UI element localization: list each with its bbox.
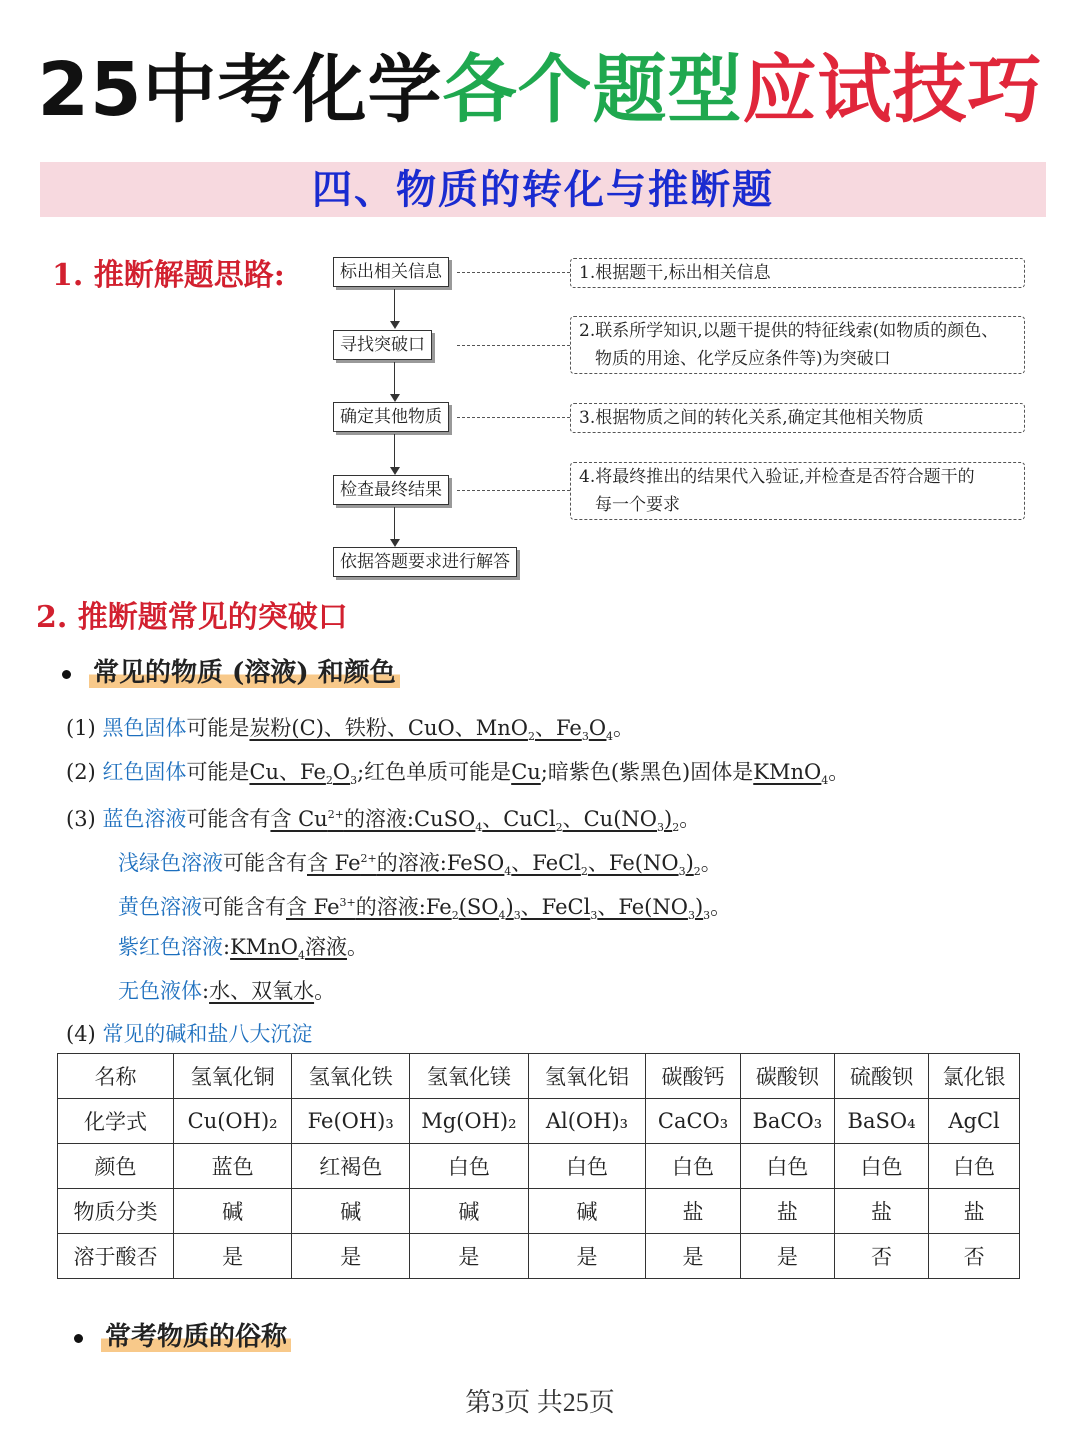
flow-note-line: 2.联系所学知识,以题干提供的特征线索(如物质的颜色、: [579, 321, 999, 341]
flow-note-line: 1.根据题干,标出相关信息: [579, 263, 771, 283]
text: 的溶液:Fe: [355, 895, 452, 919]
item-keyword: 浅绿色溶液: [118, 851, 223, 875]
table-cell: 碳酸钡: [740, 1054, 834, 1099]
text: 、Fe(NO: [597, 895, 688, 919]
title-part-green: 各个题型: [442, 47, 743, 133]
item-connector: 可能含有: [223, 851, 307, 875]
table-cell: 盐: [646, 1189, 740, 1234]
table-cell: 红褐色: [292, 1144, 410, 1189]
table-cell: 是: [740, 1234, 834, 1279]
punctuation: 。: [700, 851, 722, 875]
item-values: 水、双氧水: [209, 979, 315, 1003]
table-cell: 白色: [834, 1144, 928, 1189]
subscript: 4: [298, 949, 306, 963]
punctuation: :: [202, 979, 210, 1003]
page-number: 第3页 共25页: [465, 1388, 615, 1417]
color-line-7: [118, 973, 335, 1009]
flow-link: [457, 345, 570, 346]
table-row-header: 颜色: [58, 1144, 174, 1189]
flow-connector: [394, 507, 395, 539]
subscript: 3: [590, 909, 598, 923]
subscript: 2: [527, 730, 535, 744]
item-values: [249, 716, 614, 744]
item-values: [753, 760, 829, 788]
item-values: [307, 851, 701, 879]
subscript: 4: [498, 909, 506, 923]
superscript: 2+: [327, 808, 344, 821]
table-cell: 否: [929, 1234, 1020, 1279]
flow-connector: [394, 362, 395, 394]
flow-connector: [394, 289, 395, 321]
item-keyword: 黑色固体: [102, 716, 187, 740]
item-keyword: 常见的碱和盐八大沉淀: [102, 1022, 313, 1046]
item-keyword: 红色固体: [102, 760, 187, 784]
table-cell: 白色: [528, 1144, 646, 1189]
table-cell: 碳酸钙: [646, 1054, 740, 1099]
text: KMnO: [753, 760, 822, 784]
item-connector: 可能是: [186, 760, 250, 784]
table-cell: 氢氧化镁: [410, 1054, 528, 1099]
flow-note-line: 4.将最终推出的结果代入验证,并检查是否符合题干的: [579, 467, 975, 487]
table-row: [58, 1144, 1020, 1189]
section-banner: [40, 162, 1046, 217]
subscript: 2: [672, 821, 680, 835]
table-cell: 蓝色: [174, 1144, 292, 1189]
text: 的溶液:CuSO: [343, 807, 476, 831]
flow-note-line: 每一个要求: [595, 495, 680, 515]
table-cell: Fe(OH)₃: [292, 1099, 410, 1144]
item-values: Cu: [511, 760, 541, 784]
text: (SO: [458, 895, 499, 919]
table-cell: 碱: [174, 1189, 292, 1234]
flow-step-1: 标出相关信息: [333, 257, 449, 287]
text: ;红色单质可能是: [357, 760, 512, 784]
table-cell: 白色: [410, 1144, 528, 1189]
bullet-icon: [62, 670, 71, 679]
bullet-common-names: [74, 1316, 291, 1353]
precipitate-table: [57, 1053, 1020, 1279]
subscript: 2: [555, 821, 563, 835]
subscript: 2: [580, 865, 588, 879]
table-row-header: 化学式: [58, 1099, 174, 1144]
subscript: 2: [693, 865, 701, 879]
title-part-black: 25中考化学: [37, 47, 443, 133]
table-cell: 是: [410, 1234, 528, 1279]
item-number: (4): [66, 1022, 96, 1046]
table-cell: 盐: [834, 1189, 928, 1234]
arrow-down-icon: [390, 321, 400, 329]
superscript: 3+: [339, 896, 356, 909]
text: ): [685, 851, 694, 875]
subscript: 4: [504, 865, 512, 879]
item-connector: 可能含有: [186, 807, 271, 831]
punctuation: 。: [710, 895, 732, 919]
item-connector: 可能是: [186, 716, 250, 740]
text: Cu、Fe: [249, 760, 326, 784]
flow-note-line: 物质的用途、化学反应条件等)为突破口: [595, 349, 891, 369]
table-cell: 碱: [292, 1189, 410, 1234]
table-cell: 是: [646, 1234, 740, 1279]
table-cell: 碱: [528, 1189, 646, 1234]
flow-note-line: 3.根据物质之间的转化关系,确定其他相关物质: [579, 408, 924, 428]
flow-step-2: 寻找突破口: [333, 330, 432, 360]
punctuation: 。: [613, 716, 635, 740]
subscript: 3: [703, 909, 711, 923]
subscript: 3: [687, 909, 695, 923]
subscript: 2: [325, 774, 333, 788]
table-cell: 硫酸钡: [834, 1054, 928, 1099]
table-cell: 氯化银: [929, 1054, 1020, 1099]
text: 、Fe(NO: [587, 851, 679, 875]
item-number: (2): [66, 760, 96, 784]
table-cell: Cu(OH)₂: [174, 1099, 292, 1144]
item-values: [286, 895, 711, 923]
table-row: [58, 1054, 1020, 1099]
text: 含 Fe: [286, 895, 340, 919]
table-cell: 是: [528, 1234, 646, 1279]
subscript: 3: [581, 730, 589, 744]
flow-link: [457, 417, 570, 418]
superscript: 2+: [360, 852, 377, 865]
table-cell: BaSO₄: [834, 1099, 928, 1144]
table-cell: BaCO₃: [740, 1099, 834, 1144]
table-cell: 白色: [740, 1144, 834, 1189]
text: 炭粉(C)、铁粉、CuO、MnO: [249, 716, 528, 740]
bullet-common-names-label: 常考物质的俗称: [101, 1322, 291, 1352]
table-cell: 盐: [740, 1189, 834, 1234]
flow-step-5: 依据答题要求进行解答: [333, 547, 517, 577]
table-cell: 白色: [646, 1144, 740, 1189]
text: 含 Cu: [270, 807, 328, 831]
table-cell: CaCO₃: [646, 1099, 740, 1144]
color-line-8: [66, 1016, 312, 1052]
table-cell: 碱: [410, 1189, 528, 1234]
punctuation: 。: [679, 807, 701, 831]
bullet-colors: [62, 652, 400, 689]
item-values: [249, 760, 358, 788]
item-connector: 可能含有: [202, 895, 286, 919]
section1-heading: 1. 推断解题思路:: [52, 258, 285, 293]
item-number: (3): [66, 807, 96, 831]
table-cell: 白色: [929, 1144, 1020, 1189]
subscript: 3: [513, 909, 521, 923]
text: KMnO: [230, 935, 299, 959]
table-row: [58, 1234, 1020, 1279]
table-cell: 盐: [929, 1189, 1020, 1234]
page-title: [0, 40, 1080, 140]
item-keyword: 无色液体: [118, 979, 202, 1003]
text: ;暗紫色(紫黑色)固体是: [540, 760, 754, 784]
table-cell: AgCl: [929, 1099, 1020, 1144]
item-keyword: 黄色溶液: [118, 895, 202, 919]
punctuation: 。: [347, 935, 369, 959]
text: 含 Fe: [307, 851, 361, 875]
table-row-header: 名称: [58, 1054, 174, 1099]
title-part-red: 应试技巧: [742, 47, 1043, 133]
table-cell: 是: [292, 1234, 410, 1279]
flow-note-3: [570, 403, 1025, 433]
flow-note-2: [570, 316, 1025, 374]
table-cell: 氢氧化铁: [292, 1054, 410, 1099]
item-values: [270, 807, 680, 835]
text: 、FeCl: [520, 895, 591, 919]
subscript: 3: [350, 774, 358, 788]
subscript: 2: [451, 909, 459, 923]
subscript: 4: [475, 821, 483, 835]
color-line-1: [66, 710, 634, 755]
flow-link: [457, 272, 570, 273]
text: O: [588, 716, 607, 740]
text: 、Cu(NO: [562, 807, 657, 831]
table-cell: 是: [174, 1234, 292, 1279]
flow-connector: [394, 434, 395, 467]
table-cell: 氢氧化铝: [528, 1054, 646, 1099]
table-cell: Mg(OH)₂: [410, 1099, 528, 1144]
table-row-header: 物质分类: [58, 1189, 174, 1234]
color-line-5: [118, 885, 731, 934]
arrow-down-icon: [390, 467, 400, 475]
flow-step-4: 检查最终结果: [333, 475, 449, 505]
table-cell: 否: [834, 1234, 928, 1279]
text: 、Fe: [534, 716, 582, 740]
text: 、FeCl: [511, 851, 581, 875]
table-row: [58, 1189, 1020, 1234]
color-line-2: [66, 754, 849, 799]
text: 的溶液:FeSO: [376, 851, 505, 875]
color-line-6: [118, 929, 368, 974]
table-cell: Al(OH)₃: [528, 1099, 646, 1144]
flow-note-4: [570, 462, 1025, 520]
subscript: 4: [821, 774, 829, 788]
arrow-down-icon: [390, 539, 400, 547]
item-number: (1): [66, 716, 96, 740]
subscript: 3: [678, 865, 686, 879]
color-line-3: [66, 797, 700, 846]
section2-heading: 2. 推断题常见的突破口: [36, 600, 348, 635]
item-keyword: 紫红色溶液: [118, 935, 223, 959]
flow-link: [457, 490, 570, 491]
text: ): [505, 895, 514, 919]
bullet-icon: [74, 1334, 83, 1343]
item-keyword: 蓝色溶液: [102, 807, 187, 831]
table-row: [58, 1099, 1020, 1144]
color-line-4: [118, 841, 722, 890]
punctuation: 。: [314, 979, 336, 1003]
table-row-header: 溶于酸否: [58, 1234, 174, 1279]
item-values: [230, 935, 348, 963]
text: ): [694, 895, 704, 919]
bullet-colors-label: 常见的物质 (溶液) 和颜色: [89, 658, 400, 688]
flow-step-3: 确定其他物质: [333, 402, 449, 432]
subscript: 4: [606, 730, 614, 744]
banner-text: 四、物质的转化与推断题: [312, 166, 774, 213]
punctuation: 。: [828, 760, 850, 784]
punctuation: :: [223, 935, 231, 959]
text: 、CuCl: [482, 807, 556, 831]
text: 溶液: [305, 935, 348, 959]
text: O: [332, 760, 351, 784]
text: ): [664, 807, 673, 831]
table-cell: 氢氧化铜: [174, 1054, 292, 1099]
flow-note-1: [570, 258, 1025, 288]
arrow-down-icon: [390, 394, 400, 402]
subscript: 3: [657, 821, 664, 835]
